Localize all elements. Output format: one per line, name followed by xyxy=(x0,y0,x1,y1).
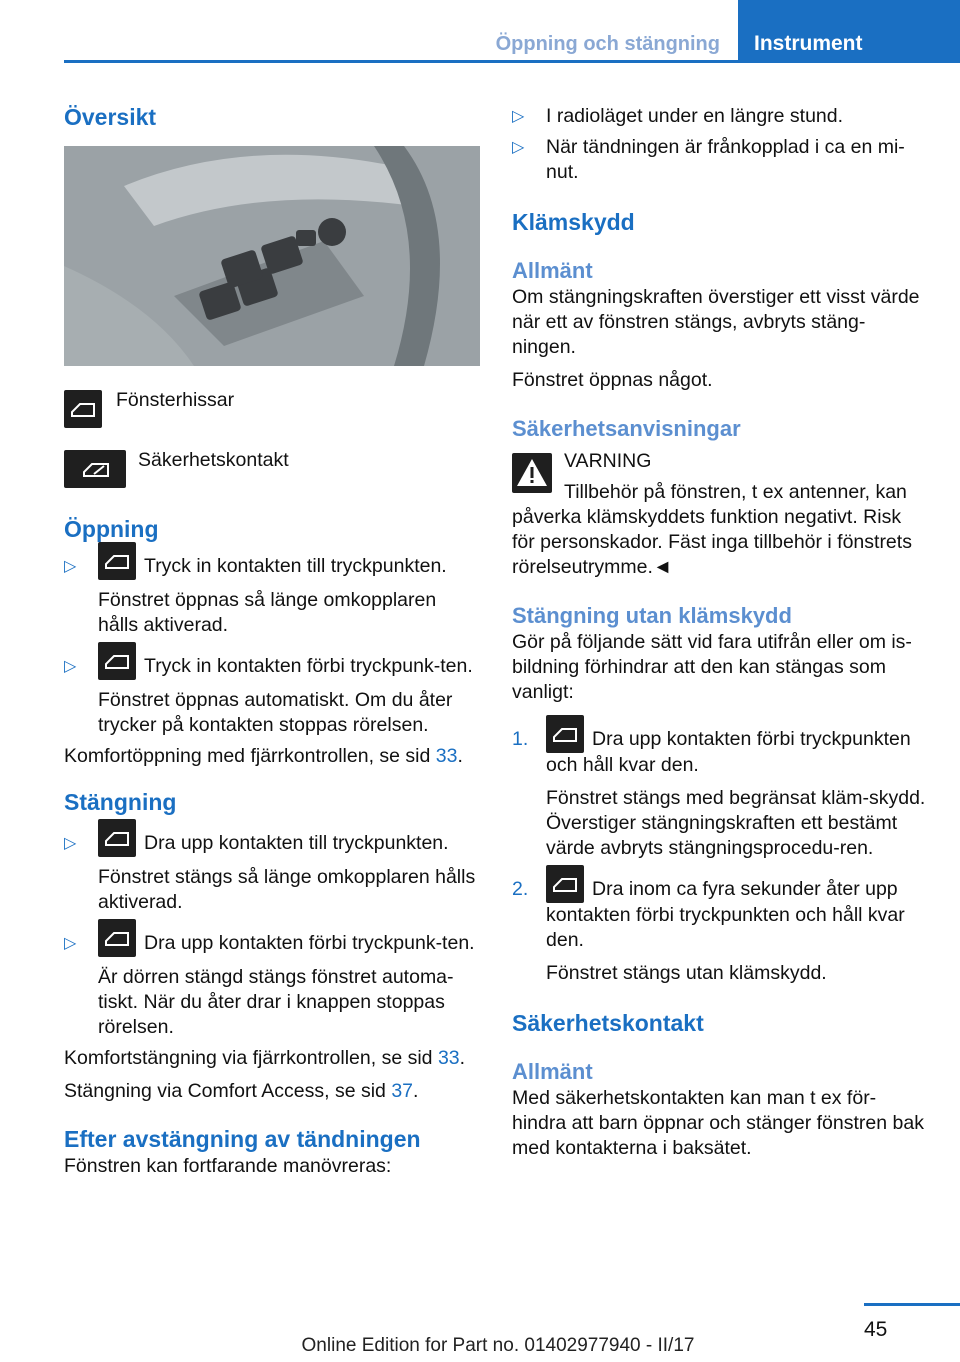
edition-footer: Online Edition for Part no. 01402977940 - II/17 xyxy=(301,1335,695,1356)
header-rule xyxy=(64,60,960,63)
klam-text: Om stängningskraften överstiger ett visst värde när ett av fönstren stängs, avbryts stäng-ningen. xyxy=(512,286,920,358)
triangle-bullet-icon: ▷ xyxy=(512,108,525,125)
warning-triangle-icon xyxy=(512,453,552,493)
triangle-bullet-icon: ▷ xyxy=(64,558,77,575)
window-switch-photo xyxy=(64,146,480,366)
triangle-bullet-icon: ▷ xyxy=(64,835,77,852)
left-column xyxy=(64,96,480,1179)
step-number: 1. xyxy=(512,728,529,750)
step-text: Tryck in kontakten förbi tryckpunk-ten. xyxy=(144,655,473,678)
page-link[interactable]: 33 xyxy=(437,1047,460,1069)
window-switch-icon xyxy=(98,542,136,580)
page-number: 45 xyxy=(864,1318,888,1341)
subsection-safety-notes: Säkerhetsanvisningar xyxy=(512,416,741,441)
section-title-efter: Efter avstängning av tändningen xyxy=(64,1126,421,1152)
section-title-safety-switch: Säkerhetskontakt xyxy=(512,1010,704,1036)
triangle-bullet-icon: ▷ xyxy=(64,658,77,675)
numbered-step xyxy=(512,877,928,986)
section-title-stangning: Stängning xyxy=(64,789,177,815)
step-sub: Fönstret stängs med begränsat kläm-skydd. Överstiger stängningskraften ett bestämt värde avbryts stängningsprocedu-ren. xyxy=(546,787,926,859)
page-link[interactable]: 37 xyxy=(391,1080,414,1102)
list-item xyxy=(64,654,480,738)
header-tab[interactable]: Instrument xyxy=(738,0,960,62)
efter-text: Fönstren kan fortfarande manövreras: xyxy=(64,1155,392,1177)
overview-title: Översikt xyxy=(64,104,157,130)
window-switch-icon xyxy=(546,865,584,903)
triangle-bullet-icon: ▷ xyxy=(512,139,525,156)
page-link[interactable]: 33 xyxy=(435,745,458,767)
subsection-allmant: Allmänt xyxy=(512,258,593,283)
step-text: Tryck in kontakten till tryckpunkten. xyxy=(144,555,447,578)
step-text: Dra upp kontakten till tryckpunkten. xyxy=(144,832,449,855)
utan-text: Gör på följande sätt vid fara utifrån eller om is-bildning förhindrar att den kan stängas som vanligt: xyxy=(512,631,912,703)
step-sub: Fönstret öppnas så länge omkopplaren hålls aktiverad. xyxy=(98,589,437,636)
footer-rule xyxy=(864,1303,960,1306)
kontakt-text: Med säkerhetskontakten kan man t ex för-hindra att barn öppnar och stänger fönstren bak med kontakterna i baksätet. xyxy=(512,1087,924,1159)
numbered-step xyxy=(512,727,928,861)
legend-label: Fönsterhissar xyxy=(116,389,235,411)
window-switch-icon xyxy=(546,715,584,753)
safety-switch-icon xyxy=(64,450,126,488)
comfort-access-note: Stängning via Comfort Access, se sid 37. xyxy=(64,1080,419,1102)
section-title-oppning: Öppning xyxy=(64,516,159,542)
window-switch-icon xyxy=(98,819,136,857)
subsection-close-without-pinch: Stängning utan klämskydd xyxy=(512,603,792,628)
list-item: ▷ När tändningen är frånkopplad i ca en mi-nut. xyxy=(512,136,905,183)
list-item xyxy=(64,831,480,915)
window-switch-icon xyxy=(98,919,136,957)
window-switch-icon xyxy=(64,390,102,428)
list-item xyxy=(64,931,480,1040)
warning-block xyxy=(512,449,928,580)
comfort-opening-note: Komfortöppning med fjärrkontrollen, se sid 33. xyxy=(64,745,463,767)
step-sub: Fönstret stängs så länge omkopplaren hålls aktiverad. xyxy=(98,866,476,913)
warning-text: Tillbehör på fönstren, t ex antenner, kan påverka klämskyddets funktion negativt. Risk för personskador. Fäst inga tillbehör i fönstrets rörelseutrymme.◄ xyxy=(512,481,912,578)
list-item: ▷ I radioläget under en längre stund. xyxy=(512,105,844,127)
step-text: Dra inom ca fyra sekunder åter upp kontakten förbi tryckpunkten och håll kvar den. xyxy=(546,878,905,951)
header-section-title: Öppning och stängning xyxy=(495,33,720,55)
legend-label: Säkerhetskontakt xyxy=(138,449,289,471)
step-text: Dra upp kontakten förbi tryckpunkten och håll kvar den. xyxy=(546,728,911,776)
door-panel-illustration xyxy=(64,146,480,366)
legend-safety-switch xyxy=(64,448,480,488)
klam-text-2: Fönstret öppnas något. xyxy=(512,369,713,391)
list-item xyxy=(64,554,480,638)
section-title-klamskydd: Klämskydd xyxy=(512,209,635,235)
warning-label: VARNING xyxy=(564,450,652,472)
step-number: 2. xyxy=(512,878,529,900)
triangle-bullet-icon: ▷ xyxy=(64,935,77,952)
step-sub: Fönstret öppnas automatiskt. Om du åter trycker på kontakten stoppas rörelsen. xyxy=(98,689,453,736)
step-sub: Är dörren stängd stängs fönstret automa-tiskt. När du åter drar i knappen stoppas rörelsen. xyxy=(98,966,454,1038)
comfort-closing-note: Komfortstängning via fjärrkontrollen, se sid 33. xyxy=(64,1047,466,1069)
right-column xyxy=(512,96,928,1161)
step-sub: Fönstret stängs utan klämskydd. xyxy=(546,962,827,984)
window-switch-icon xyxy=(98,642,136,680)
step-text: Dra upp kontakten förbi tryckpunk-ten. xyxy=(144,932,475,955)
subsection-allmant-2: Allmänt xyxy=(512,1059,593,1084)
legend-window-lifts xyxy=(64,388,480,428)
